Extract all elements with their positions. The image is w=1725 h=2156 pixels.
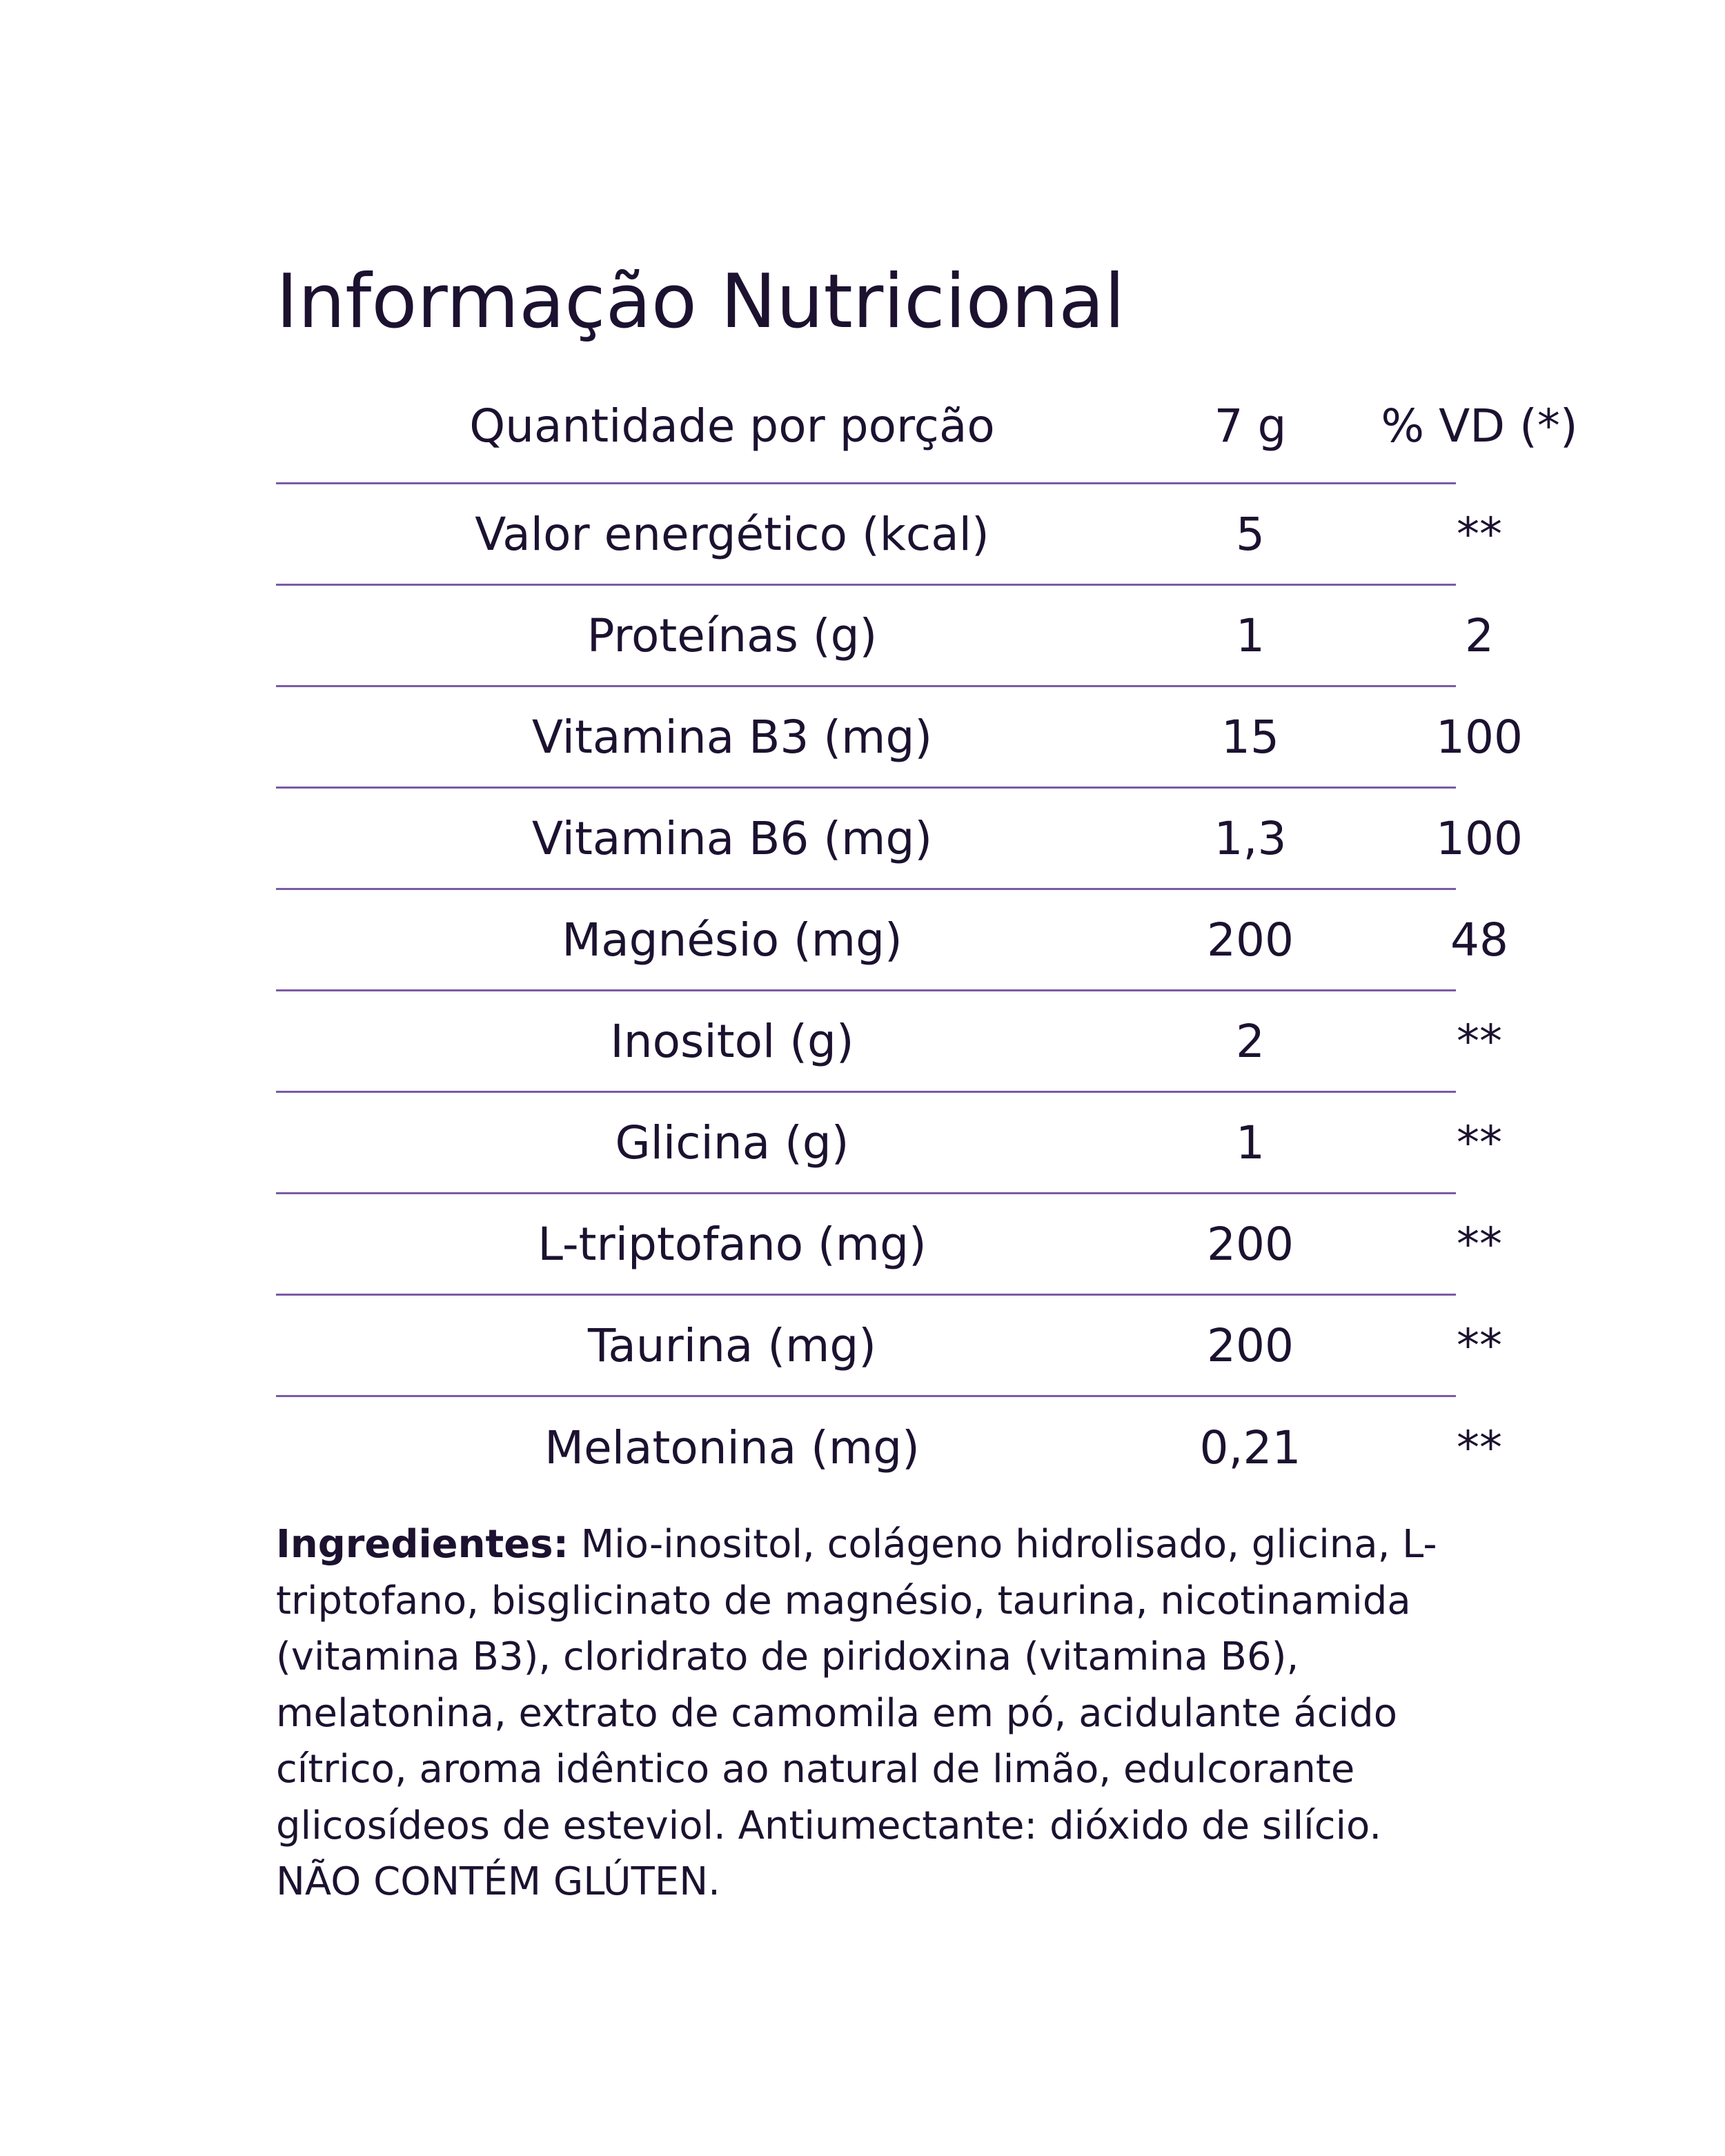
nutrient-name: L-triptofano (mg) [538, 1217, 927, 1271]
nutrient-daily-value: ** [1457, 507, 1502, 561]
page-title: Informação Nutricional [276, 259, 1125, 345]
nutrient-amount: 1 [1236, 1116, 1265, 1169]
nutrient-daily-value: ** [1457, 1318, 1502, 1372]
nutrient-name: Vitamina B3 (mg) [531, 710, 933, 764]
nutrient-amount: 2 [1236, 1014, 1265, 1068]
ingredients-text: Mio-inositol, colágeno hidrolisado, glicina, L-triptofano, bisglicinato de magnésio, taurina, nicotinamida (vitamina B3), cloridrato de piridoxina (vitamina B6), melatonina, extrato de camomila em pó, acidulante ácido cítrico, aroma idêntico ao natural de limão, edulcorante glicosídeos de esteviol. Antiumectante: dióxido de silício. NÃO CONTÉM GLÚTEN. [276, 1522, 1437, 1904]
table-row [276, 484, 1502, 586]
table-row [276, 586, 1494, 687]
nutrient-daily-value: 48 [1450, 913, 1508, 967]
nutrient-name: Glicina (g) [615, 1116, 849, 1169]
nutrient-amount: 1 [1236, 609, 1265, 662]
nutrient-amount: 200 [1207, 913, 1294, 967]
nutrient-daily-value: ** [1457, 1217, 1502, 1271]
table-row [276, 687, 1523, 789]
ingredients-label: Ingredientes: [276, 1522, 569, 1567]
nutrition-table [276, 386, 1578, 1499]
ingredients-paragraph [276, 1516, 1463, 1910]
table-row [276, 1093, 1502, 1194]
nutrient-daily-value: 100 [1436, 710, 1523, 764]
nutrient-daily-value: 2 [1465, 609, 1494, 662]
nutrient-name: Inositol (g) [610, 1014, 854, 1068]
table-row [276, 789, 1523, 890]
nutrient-amount: 5 [1236, 507, 1265, 561]
nutrient-daily-value: 100 [1436, 811, 1523, 865]
nutrient-name: Valor energético (kcal) [475, 507, 989, 561]
nutrient-amount: 200 [1207, 1217, 1294, 1271]
table-row [276, 890, 1508, 991]
table-header-row [276, 386, 1578, 484]
nutrient-amount: 15 [1221, 710, 1279, 764]
table-row [276, 1296, 1502, 1397]
nutrient-amount: 200 [1207, 1318, 1294, 1372]
nutrient-amount: 1,3 [1214, 811, 1287, 865]
header-daily-value: % VD (*) [1381, 399, 1578, 453]
table-row [276, 1194, 1502, 1296]
header-serving-label: Quantidade por porção [469, 399, 995, 453]
nutrient-daily-value: ** [1457, 1116, 1502, 1169]
nutrient-name: Vitamina B6 (mg) [531, 811, 933, 865]
nutrient-name: Magnésio (mg) [562, 913, 903, 967]
nutrient-name: Melatonina (mg) [544, 1421, 920, 1474]
nutrient-amount: 0,21 [1199, 1421, 1301, 1474]
nutrient-daily-value: ** [1457, 1421, 1502, 1474]
nutrient-name: Taurina (mg) [587, 1318, 877, 1372]
nutrient-name: Proteínas (g) [586, 609, 878, 662]
table-row [276, 1397, 1502, 1499]
nutrient-daily-value: ** [1457, 1014, 1502, 1068]
table-row [276, 991, 1502, 1093]
header-serving-amount: 7 g [1214, 399, 1287, 453]
